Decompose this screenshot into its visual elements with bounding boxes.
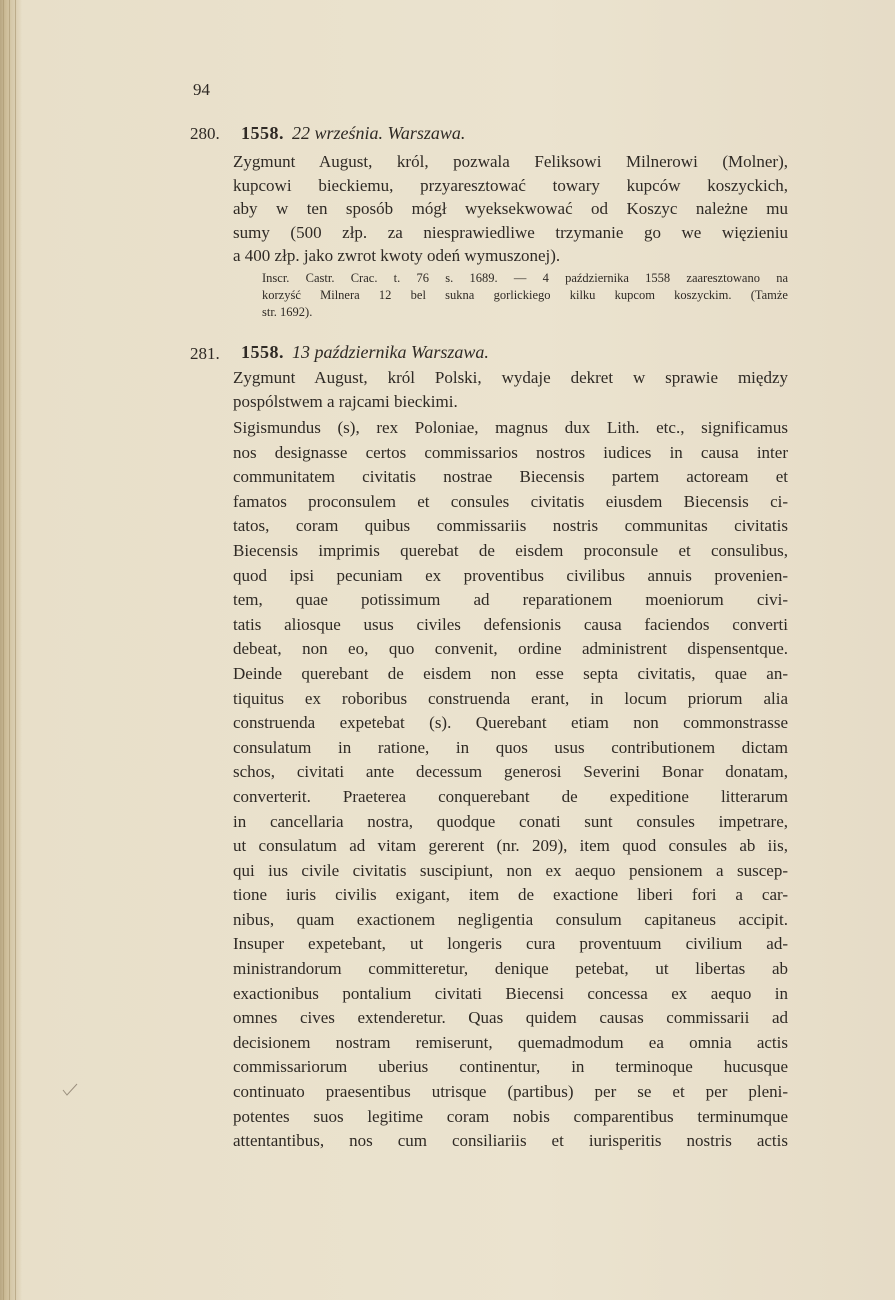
spine-line xyxy=(15,0,16,1300)
latin-line: tatos, coram quibus commissariis nostris communitas civitatis xyxy=(233,516,788,536)
pencil-tick-mark xyxy=(62,1082,78,1098)
latin-line: Insuper expetebant, ut longeris cura proventuum civilium ad- xyxy=(233,934,788,954)
latin-line: potentes suos legitime coram nobis comparentibus terminumque xyxy=(233,1106,788,1126)
latin-line: attentantibus, nos cum consiliariis et iurisperitis nostris actis xyxy=(233,1131,788,1151)
text-line: pospólstwem a rajcami bieckimi. xyxy=(233,391,458,411)
note-line: korzyść Milnera 12 bel sukna gorlickiego kilku kupcom koszyckim. (Tamże xyxy=(262,288,788,302)
latin-line: converterit. Praeterea conquerebant de expeditione litterarum xyxy=(233,786,788,806)
latin-line: tiquitus ex roboribus construenda erant, in locum priorum alia xyxy=(233,688,788,708)
entry-number: 280. xyxy=(190,124,220,143)
text-line: Zygmunt August, król, pozwala Feliksowi Milnerowi (Molner), xyxy=(233,152,788,171)
text-line: aby w ten sposób mógł wyeksekwować od Koszyc należne mu xyxy=(233,199,788,218)
text-line: kupcowi bieckiemu, przyaresztować towary kupców koszyckich, xyxy=(233,175,788,195)
spine-line xyxy=(3,0,4,1300)
text-line: a 400 złp. jako zwrot kwoty odeń wymuszonej). xyxy=(233,246,561,265)
latin-line: Deinde querebant de eisdem non esse septa civitatis, quae an- xyxy=(233,663,788,683)
latin-line: commissariorum uberius continentur, in terminoque hucusque xyxy=(233,1057,788,1077)
entry-year: 1558. xyxy=(241,123,284,143)
page-number: 94 xyxy=(193,80,210,99)
latin-line: construenda expetebat (s). Querebant etiam non commonstrasse xyxy=(233,713,788,733)
entry-heading xyxy=(241,123,465,144)
latin-line: tione iuris civilis exigant, item de exactione liberi fori a car- xyxy=(233,885,788,905)
latin-line: in cancellaria nostra, quodque conati sunt consules impetrare, xyxy=(233,811,788,831)
entry-number: 281. xyxy=(190,344,220,363)
latin-line: ut consulatum ad vitam gererent (nr. 209), item quod consules ab iis, xyxy=(233,836,788,856)
entry-summary xyxy=(233,150,788,268)
note-line: Inscr. Castr. Crac. t. 76 s. 1689. — 4 października 1558 zaaresztowano na xyxy=(262,271,788,285)
entry-date: 13 października Warszawa. xyxy=(292,342,489,362)
entry-summary xyxy=(233,366,788,413)
latin-line: continuato praesentibus utrisque (partibus) per se et per pleni- xyxy=(233,1082,788,1102)
source-note xyxy=(262,270,788,321)
latin-line: omnes cives extenderetur. Quas quidem causas commissarii ad xyxy=(233,1008,788,1028)
text-line: Zygmunt August, król Polski, wydaje dekret w sprawie między xyxy=(233,368,788,387)
latin-line: nos designasse certos commissarios nostros iudices in causa inter xyxy=(233,442,788,462)
spine-line xyxy=(9,0,10,1300)
latin-line: decisionem nostram remiserunt, quemadmodum ea omnia actis xyxy=(233,1032,788,1052)
latin-line: Sigismundus (s), rex Poloniae, magnus dux Lith. etc., significamus xyxy=(233,418,788,437)
latin-line: debeat, non eo, quo convenit, ordine administrent dispensentque. xyxy=(233,639,788,659)
latin-line: consulatum in ratione, in quos usus contributionem dictam xyxy=(233,737,788,757)
latin-line: quod ipsi pecuniam ex proventibus civilibus annuis provenien- xyxy=(233,565,788,585)
entry-year: 1558. xyxy=(241,342,284,362)
entry-heading xyxy=(241,342,489,363)
latin-line: exactionibus pontalium civitati Biecensi concessa ex aequo in xyxy=(233,983,788,1003)
note-line: str. 1692). xyxy=(262,305,313,319)
latin-line: famatos proconsulem et consules civitatis eiusdem Biecensis ci- xyxy=(233,491,788,511)
latin-text xyxy=(233,416,788,1154)
latin-line: tatis aliosque usus civiles defensionis causa faciendos converti xyxy=(233,614,788,634)
latin-line: schos, civitati ante decessum generosi Severini Bonar donatam, xyxy=(233,762,788,782)
latin-line: tem, quae potissimum ad reparationem moeniorum civi- xyxy=(233,590,788,610)
latin-line: ministrandorum committeretur, denique petebat, ut libertas ab xyxy=(233,959,788,979)
text-line: sumy (500 złp. za niesprawiedliwe trzymanie go we więzieniu xyxy=(233,222,788,242)
latin-line: communitatem civitatis nostrae Biecensis partem actoream et xyxy=(233,467,788,487)
latin-line: Biecensis imprimis querebat de eisdem proconsule et consulibus, xyxy=(233,540,788,560)
entry-date: 22 września. Warszawa. xyxy=(292,123,466,143)
latin-line: qui ius civile civitatis suscipiunt, non ex aequo pensionem a suscep- xyxy=(233,860,788,880)
latin-line: nibus, quam exactionem negligentia consulum capitaneus accipit. xyxy=(233,909,788,929)
